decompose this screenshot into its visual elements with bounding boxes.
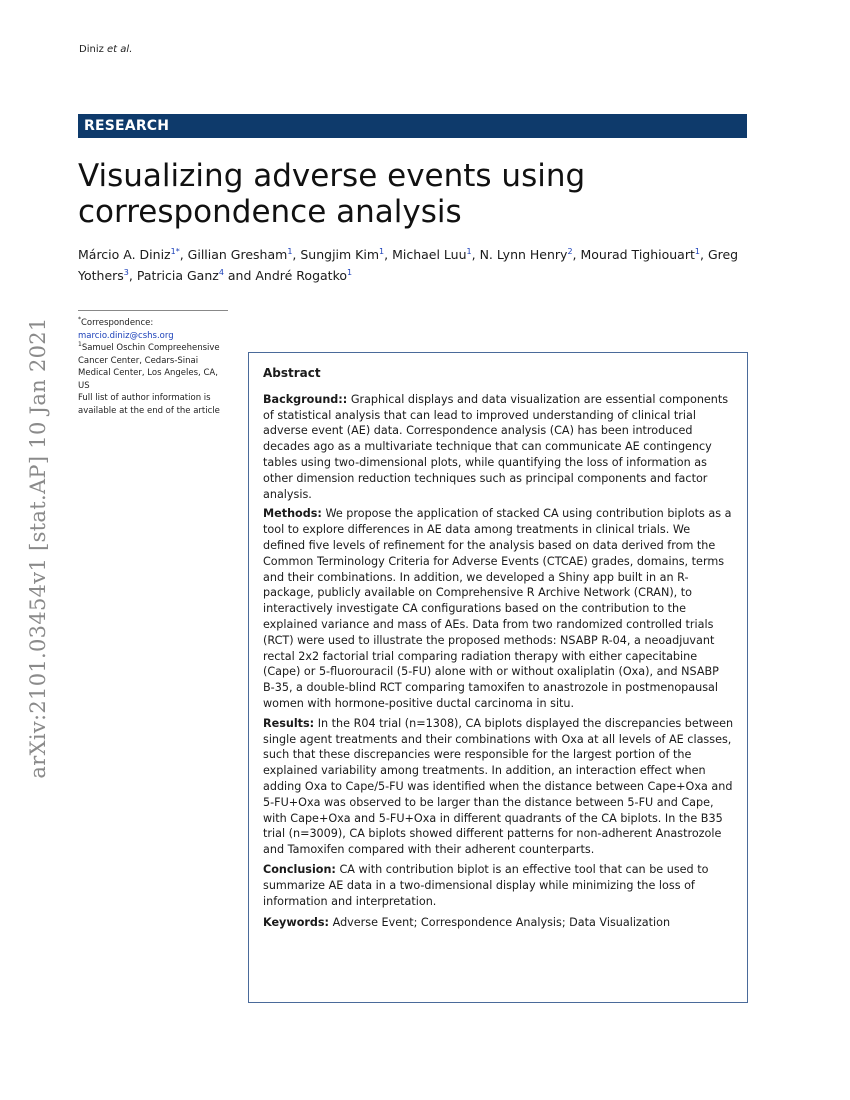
paper-title: Visualizing adverse events using correspondence analysis bbox=[78, 158, 586, 230]
abstract-methods: Methods: We propose the application of stacked CA using contribution biplots as a tool to explore differences in AE data among treatments in clinical trials. We defined five levels of refinement for the analysis based on data derived from the Common Terminology Criteria for Adverse Events (CTCAE) grades, domains, terms and their combinations. In addition, we developed a Shiny app built in an R-package, publicly available on Comprehensive R Archive Network (CRAN), to interactively investigate CA configurations based on the contribution to the explained variance and mass of AEs. Data from two randomized controlled trials (RCT) were used to illustrate the proposed methods: NSABP R-04, a neoadjuvant rectal 2x2 factorial trial comparing radiation therapy with either capecitabine (Cape) or 5-fluorouracil (5-FU) alone with or without oxaliplatin (Oxa), and NSABP B-35, a double-blind RCT comparing tamoxifen to anastrozole in postmenopausal women with hormone-positive ductal carcinoma in situ. bbox=[263, 507, 732, 710]
affiliation-marker[interactable]: 1 bbox=[287, 246, 293, 256]
section-label: RESEARCH bbox=[78, 114, 747, 138]
author-name: André Rogatko$^1$ bbox=[255, 267, 353, 283]
abstract-heading: Abstract bbox=[263, 366, 321, 380]
affiliation-marker[interactable]: 1 bbox=[694, 246, 700, 256]
author-name: Michael Luu$^1$ bbox=[392, 246, 472, 262]
abstract-keywords: Keywords: Adverse Event; Correspondence Analysis; Data Visualization bbox=[263, 916, 671, 930]
author-list: Márcio A. Diniz$^{1*}$, Gillian Gresham$^1$, Sungjim Kim$^1$, Michael Luu$^1$, N. Lynn Henry$^2$, Mourad Tighiouart$^1$, Greg Yothers$^3$, Patricia Ganz$^4$ and André Rogatko$^1$ bbox=[78, 246, 739, 283]
author-name: Mourad Tighiouart$^1$ bbox=[580, 246, 700, 262]
affiliation: $^1$Samuel Oschin Compreehensive Cancer Center, Cedars-Sinai Medical Center, Los Angeles, CA, US bbox=[78, 341, 220, 391]
affiliation-marker[interactable]: 1 bbox=[379, 246, 385, 256]
author-name: Sungjim Kim$^1$ bbox=[300, 246, 385, 262]
abstract-conclusion: Conclusion: CA with contribution biplot is an effective tool that can be used to summarize AE data in a two-dimensional display while minimizing the loss of information and interpretation. bbox=[263, 862, 709, 908]
author-name: Gillian Gresham$^1$ bbox=[187, 246, 293, 262]
author-name: N. Lynn Henry$^2$ bbox=[479, 246, 573, 262]
correspondence-sidebar bbox=[78, 310, 228, 417]
affiliation-marker[interactable]: 1* bbox=[170, 246, 180, 256]
author-name: Patricia Ganz$^4$ bbox=[136, 267, 224, 283]
affiliation-marker[interactable]: 4 bbox=[218, 267, 224, 277]
abstract-background: Background:: Graphical displays and data visualization are essential components of statistical analysis that can lead to improved understanding of clinical trial adverse event (AE) data. Correspondence analysis (CA) has been introduced decades ago as a multivariate technique that can communicate AE contingency tables using two-dimensional plots, while quantifying the loss of information as other dimension reduction techniques such as principal components and factor analysis. bbox=[263, 392, 729, 501]
author-name: Greg Yothers$^3$ bbox=[78, 247, 739, 283]
affiliation-marker[interactable]: 1 bbox=[466, 246, 472, 256]
affiliation-marker[interactable]: 3 bbox=[123, 267, 129, 277]
abstract-box bbox=[248, 352, 748, 1003]
author-name: Márcio A. Diniz$^{1*}$ bbox=[78, 246, 180, 262]
author-info-note: Full list of author information is available at the end of the article bbox=[78, 393, 220, 416]
running-head: Diniz et al. bbox=[79, 44, 133, 55]
abstract-results: Results: In the R04 trial (n=1308), CA biplots displayed the discrepancies between single agent treatments and their combinations with Oxa at all levels of AE classes, such that these discrepancies were responsible for the largest portion of the explained variability among treatments. In addition, an interaction effect when adding Oxa to Cape/5-FU was identified when the distance between Cape+Oxa and 5-FU+Oxa was observed to be larger than the distance between 5-FU and Cape, with Cape+Oxa and 5-FU+Oxa in different quadrants of the CA biplots. In the B35 trial (n=3009), CA biplots showed different patterns for non-adherent Anastrozole and Tamoxifen compared with their adherent counterparts. bbox=[263, 716, 734, 857]
affiliation-marker[interactable]: 1 bbox=[347, 267, 353, 277]
correspondence-label: *Correspondence: bbox=[78, 316, 154, 328]
correspondence-email[interactable]: marcio.diniz@cshs.org bbox=[78, 330, 174, 341]
arxiv-identifier: arXiv:2101.03454v1 [stat.AP] 10 Jan 2021 bbox=[26, 317, 50, 779]
affiliation-marker[interactable]: 2 bbox=[567, 246, 573, 256]
